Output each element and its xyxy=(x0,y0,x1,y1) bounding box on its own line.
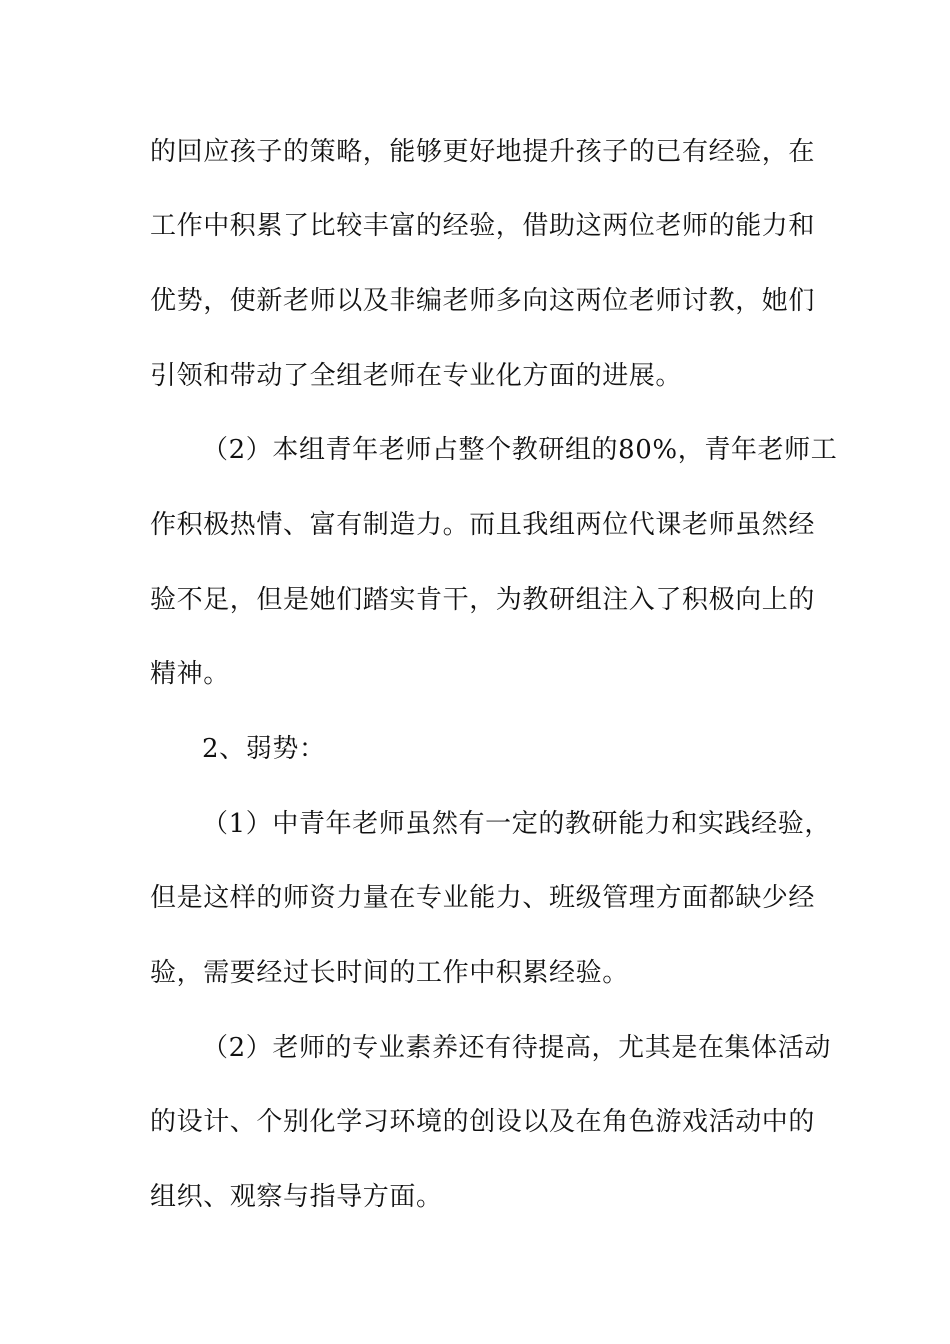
section-heading: 2、弱势： xyxy=(202,734,326,764)
text-line: 工作中积累了比较丰富的经验，借助这两位老师的能力和 xyxy=(150,211,816,241)
paragraph-start-line: （2）本组青年老师占整个教研组的80%，青年老师工 xyxy=(202,435,838,465)
text-line: 验，需要经过长时间的工作中积累经验。 xyxy=(150,958,629,988)
text-line: 的回应孩子的策略，能够更好地提升孩子的已有经验，在 xyxy=(150,137,816,167)
paragraph-start-line: （1）中青年老师虽然有一定的教研能力和实践经验， xyxy=(202,809,831,839)
text-line: 精神。 xyxy=(150,659,230,689)
text-line: 验不足，但是她们踏实肯干，为教研组注入了积极向上的 xyxy=(150,585,816,615)
text-line: 组织、观察与指导方面。 xyxy=(150,1182,443,1212)
paragraph-start-line: （2）老师的专业素养还有待提高，尤其是在集体活动 xyxy=(202,1033,831,1063)
text-line: 但是这样的师资力量在专业能力、班级管理方面都缺少经 xyxy=(150,883,816,913)
text-line: 的设计、个别化学习环境的创设以及在角色游戏活动中的 xyxy=(150,1107,816,1137)
text-line: 作积极热情、富有制造力。而且我组两位代课老师虽然经 xyxy=(150,510,816,540)
text-line: 优势，使新老师以及非编老师多向这两位老师讨教，她们 xyxy=(150,286,816,316)
text-line: 引领和带动了全组老师在专业化方面的进展。 xyxy=(150,361,683,391)
